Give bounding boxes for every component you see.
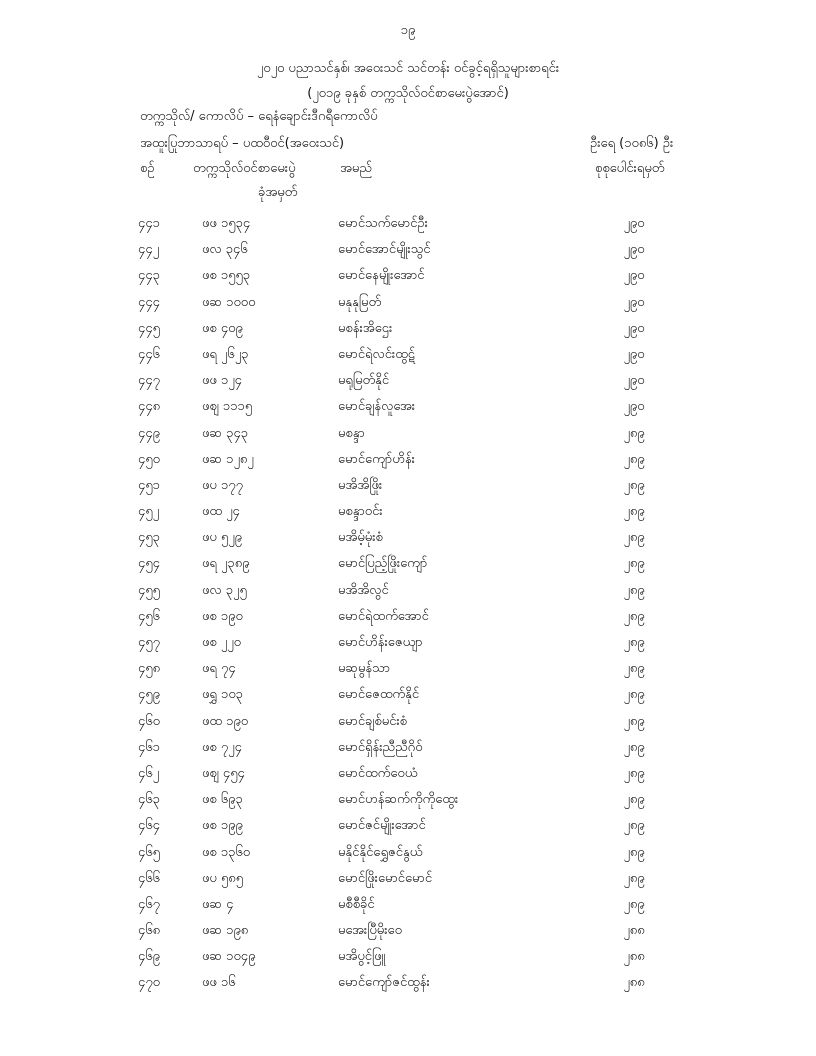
- row-number: ၄၇၀: [138, 975, 160, 991]
- student-name: မနုနုမြတ်: [338, 294, 382, 310]
- table-row: [0, 710, 816, 736]
- total-marks: ၂၈၉: [623, 765, 645, 781]
- heading-line2: (၂၀၁၉ ခုနှစ် တက္ကသိုလ်ဝင်စာမေးပွဲအောင်): [307, 86, 509, 101]
- table-row: [0, 605, 816, 631]
- row-number: ၄၆၁: [138, 739, 160, 755]
- student-name: မောင်ဟိန်းဇေယျာ: [338, 635, 423, 650]
- table-row: [0, 291, 816, 317]
- student-name: မအိအိလွင်: [338, 582, 389, 598]
- table-row: [0, 264, 816, 290]
- student-name: မောင်သက်မောင်ဦး: [338, 216, 428, 231]
- table-row: [0, 762, 816, 788]
- total-marks: ၂၈၉: [623, 844, 645, 860]
- table-row: [0, 317, 816, 343]
- heading-line1: ၂၀၂၀ ပညာသင်နှစ်၊ အဝေးသင် သင်တန်း ဝင်ခွင့်ရရှိသူများစာရင်း: [256, 61, 560, 76]
- table-row: [0, 631, 816, 657]
- total-marks: ၂၈၉: [623, 818, 645, 834]
- table-row: [0, 893, 816, 919]
- row-number: ၄၅၁: [138, 477, 160, 493]
- total-marks: ၂၈၉: [623, 425, 645, 441]
- total-marks: ၂၉၀: [623, 320, 645, 336]
- roll-number: ဖဆ ၃၄၃: [202, 425, 249, 441]
- row-number: ၄၅၃: [138, 530, 160, 546]
- table-row: [0, 448, 816, 474]
- student-name: မောင်ဇင်မျိုးအောင်: [338, 818, 426, 834]
- table-row: [0, 343, 816, 369]
- row-number: ၄၅၈: [138, 661, 161, 677]
- roll-number: ဖစျ ၄၅၄: [202, 765, 245, 781]
- row-number: ၄၆၀: [138, 713, 160, 729]
- total-marks: ၂၉၀: [623, 268, 645, 284]
- student-name: မောင်ရှိန်းညီညီဂိုဝ်: [338, 739, 423, 755]
- table-row: [0, 683, 816, 709]
- student-name: မစန်းအိဌေး: [338, 320, 393, 336]
- table-row: [0, 526, 816, 552]
- university-line: တက္ကသိုလ်/ ကောလိပ် – ရေနံချောင်းဒီဂရီကောလိပ်: [140, 109, 378, 124]
- total-marks: ၂၉၀: [623, 346, 645, 362]
- row-number: ၄၆၈: [138, 923, 161, 939]
- student-name: မစီစီခိုင်: [338, 896, 375, 912]
- student-name: မဆုမွန်သာ: [338, 661, 391, 677]
- column-header-no: စဉ်: [140, 161, 155, 176]
- row-number: ၄၄၄: [138, 294, 160, 310]
- total-marks: ၂၈၉: [623, 635, 645, 650]
- roll-number: ဖပ ၅၂၉: [202, 530, 242, 546]
- row-number: ၄၄၆: [138, 346, 160, 362]
- total-marks: ၂၉၀: [623, 399, 645, 415]
- student-name: မောင်နေမျိုးအောင်: [338, 268, 425, 284]
- student-name: မအိပွင့်ဖြူ: [338, 949, 386, 965]
- roll-number: ဖစ ၁၉၀: [202, 608, 243, 624]
- student-name: မောင်အောင်မျိုးသွင်: [338, 242, 431, 258]
- total-marks: ၂၈၈: [623, 949, 645, 965]
- total-marks: ၂၈၉: [623, 896, 645, 912]
- total-marks: ၂၉၀: [623, 216, 645, 231]
- row-number: ၄၆၃: [138, 792, 160, 808]
- table-row: [0, 238, 816, 264]
- roll-number: ဖဆ ၁၀၀၀: [202, 294, 256, 310]
- student-name: မစန္ဒာဝင်း: [338, 504, 383, 520]
- table-row: [0, 919, 816, 945]
- student-name: မောင်ပြည့်ဖြိုးကျော်: [338, 556, 428, 572]
- row-number: ၄၄၅: [138, 320, 160, 336]
- row-number: ၄၆၂: [138, 765, 160, 781]
- student-name: မောင်ဇေထက်နိုင်: [338, 687, 420, 703]
- student-name: မအေးပြီမိုးဝေ: [338, 923, 402, 939]
- row-number: ၄၄၁: [138, 216, 160, 231]
- total-marks: ၂၈၉: [623, 739, 645, 755]
- student-name: မောင်ထက်ဝေယံ: [338, 765, 418, 781]
- roll-number: ဖပ ၅၈၅: [202, 870, 244, 886]
- row-number: ၄၆၆: [138, 870, 160, 886]
- subject-line: အထူးပြုဘာသာရပ် – ပထဝီဝင်(အဝေးသင်): [140, 136, 345, 151]
- total-marks: ၂၈၉: [623, 608, 645, 624]
- student-name: မောင်ကျော်ဟိန်း: [338, 451, 415, 467]
- roll-number: ဖထ ၂၄: [202, 504, 240, 520]
- row-number: ၄၆၄: [138, 818, 160, 834]
- total-marks: ၂၈၉: [623, 477, 645, 493]
- roll-number: ဖစ ၂၂၀: [202, 635, 241, 650]
- roll-number: ဖရ ၂၃၈၉: [202, 556, 250, 572]
- table-row: [0, 500, 816, 526]
- student-name: မစန္ဒာ: [338, 425, 365, 441]
- roll-number: ဖဖ ၁၂၄: [202, 373, 242, 389]
- table-row: [0, 212, 816, 238]
- total-marks: ၂၈၉: [623, 530, 645, 546]
- column-header-roll: တက္ကသိုလ်ဝင်စာမေးပွဲ: [193, 161, 296, 176]
- student-name: မောင်ကျော်ဇင်ထွန်း: [338, 975, 430, 991]
- results-table: [0, 212, 816, 998]
- total-marks: ၂၈၉: [623, 504, 645, 520]
- roll-number: ဖဖ ၁၅၃၄: [202, 216, 251, 231]
- total-marks: ၂၈၈: [623, 923, 645, 939]
- row-number: ၄၄၉: [138, 425, 160, 441]
- roll-number: ဖဖ ၁၆: [202, 975, 236, 991]
- roll-number: ဖစ ၆၉၃: [202, 792, 243, 808]
- roll-number: ဖရ ၇၄: [202, 661, 236, 677]
- roll-number: ဖလ ၃၂၅: [202, 582, 247, 598]
- student-name: မောင်ဟန်ဆက်ကိုကိုထွေး: [338, 792, 459, 808]
- row-number: ၄၆၇: [138, 896, 160, 912]
- roll-number: ဖလ ၃၄၆: [202, 242, 248, 258]
- total-marks: ၂၈၉: [623, 451, 645, 467]
- table-row: [0, 369, 816, 395]
- student-name: မောင်ချန်လူအေး: [338, 399, 416, 415]
- table-row: [0, 552, 816, 578]
- table-row: [0, 945, 816, 971]
- row-number: ၄၅၆: [138, 608, 160, 624]
- student-name: မအိမ့်မုံးစံ: [338, 530, 383, 546]
- table-row: [0, 867, 816, 893]
- table-row: [0, 814, 816, 840]
- roll-number: ဖစ ၄၀၉: [202, 320, 243, 336]
- column-header-name: အမည်: [340, 161, 372, 176]
- student-name: မရုမြတ်နိုင်: [338, 373, 390, 389]
- table-row: [0, 474, 816, 500]
- roll-number: ဖဆ ၄: [202, 896, 234, 912]
- roll-number: ဖရ ၂၆၂၃: [202, 346, 249, 362]
- total-marks: ၂၈၉: [623, 870, 645, 886]
- roll-number: ဖစ ၇၂၄: [202, 739, 242, 755]
- student-name: မောင်ရဲထက်အောင်: [338, 608, 429, 624]
- roll-number: ဖစ ၁၃၆၀: [202, 844, 251, 860]
- total-marks: ၂၈၉: [623, 713, 645, 729]
- roll-number: ဖဆ ၁၂၈၂: [202, 451, 254, 467]
- min-marks-line: ဦးရေ (၁၀၈၆) ဦး: [590, 136, 674, 151]
- student-name: မောင်ချစ်မင်းစံ: [338, 713, 407, 729]
- table-row: [0, 841, 816, 867]
- roll-number: ဖဆ ၁၉၈: [202, 923, 249, 939]
- row-number: ၄၅၂: [138, 504, 160, 520]
- roll-number: ဖဆ ၁၀၄၉: [202, 949, 256, 965]
- student-name: မောင်ရဲလင်းထွဋ်: [338, 346, 415, 362]
- roll-number: ဖစ ၁၉၉: [202, 818, 243, 834]
- total-marks: ၂၉၀: [623, 242, 645, 258]
- table-row: [0, 788, 816, 814]
- row-number: ၄၆၉: [138, 949, 160, 965]
- row-number: ၄၅၀: [138, 451, 160, 467]
- column-header-total: စုစုပေါင်းရမှတ်: [595, 161, 665, 176]
- total-marks: ၂၈၉: [623, 687, 645, 703]
- roll-number: ဖရွှ ၁၀၃: [202, 687, 243, 703]
- column-header-roll-sub: ခုံအမှတ်: [258, 185, 298, 200]
- total-marks: ၂၈၉: [623, 661, 645, 677]
- roll-number: ဖစ ၁၅၅၃: [202, 268, 251, 284]
- table-row: [0, 736, 816, 762]
- total-marks: ၂၈၉: [623, 792, 645, 808]
- total-marks: ၂၉၀: [623, 373, 645, 389]
- row-number: ၄၅၉: [138, 687, 160, 703]
- row-number: ၄၅၇: [138, 635, 160, 650]
- total-marks: ၂၉၀: [623, 294, 645, 310]
- row-number: ၄၅၅: [138, 582, 160, 598]
- roll-number: ဖစျ ၁၁၁၅: [202, 399, 253, 415]
- total-marks: ၂၈၉: [623, 582, 645, 598]
- student-name: မနိုင်နိုင်ရွှေဇင်နွယ်: [338, 844, 423, 860]
- table-row: [0, 422, 816, 448]
- table-row: [0, 971, 816, 997]
- total-marks: ၂၈၉: [623, 556, 645, 572]
- row-number: ၄၄၂: [138, 242, 160, 258]
- row-number: ၄၅၄: [138, 556, 160, 572]
- row-number: ၄၄၈: [138, 399, 161, 415]
- roll-number: ဖပ ၁၇၇: [202, 477, 243, 493]
- row-number: ၄၄၃: [138, 268, 160, 284]
- row-number: ၄၄၇: [138, 373, 160, 389]
- page-number: ၁၉: [400, 23, 416, 38]
- row-number: ၄၆၅: [138, 844, 160, 860]
- student-name: မအိအိဖြိုး: [338, 477, 383, 493]
- student-name: မောင်ဖြိုးမောင်မောင်: [338, 870, 433, 886]
- table-row: [0, 657, 816, 683]
- roll-number: ဖထ ၁၉၀: [202, 713, 249, 729]
- total-marks: ၂၈၈: [623, 975, 645, 991]
- table-row: [0, 395, 816, 421]
- table-row: [0, 579, 816, 605]
